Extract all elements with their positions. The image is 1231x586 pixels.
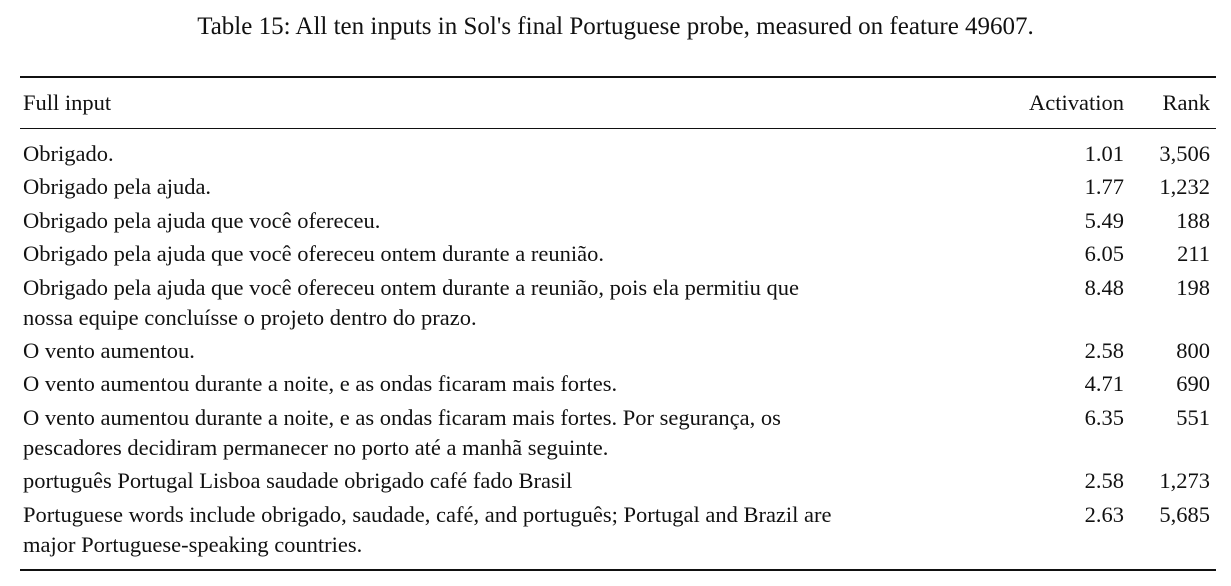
cell-activation: 2.63 [1084, 501, 1124, 527]
cell-full-input [20, 403, 998, 463]
cell-rank: 1,232 [1159, 174, 1210, 200]
input-text-line: O vento aumentou durante a noite, e as ondas ficaram mais fortes. Por segurança, os [23, 404, 781, 430]
cell-activation: 5.49 [1084, 207, 1124, 233]
cell-rank: 5,685 [1159, 501, 1210, 527]
cell-rank: 1,273 [1159, 468, 1210, 494]
input-text-line: nossa equipe concluísse o projeto dentro do prazo. [23, 304, 477, 330]
table-row [20, 239, 1216, 269]
table-header [20, 78, 1216, 128]
input-text-line: major Portuguese-speaking countries. [23, 531, 363, 557]
cell-rank: 3,506 [1159, 141, 1210, 166]
input-text-line: pescadores decidiram permanecer no porto até a manhã seguinte. [23, 434, 609, 460]
cell-full-input [20, 466, 998, 496]
header-activation: Activation [1029, 90, 1124, 115]
cell-full-input [20, 273, 998, 333]
input-text-line: Portuguese words include obrigado, saudade, café, and português; Portugal and Brazil are [23, 501, 832, 527]
header-full-input: Full input [23, 90, 112, 115]
cell-full-input [20, 239, 998, 269]
cell-full-input [20, 172, 998, 202]
cell-full-input [20, 336, 998, 366]
table-body [20, 129, 1216, 569]
input-text-line: Obrigado pela ajuda que você ofereceu ontem durante a reunião, pois ela permitiu que [23, 274, 799, 300]
input-text-line: Obrigado. [23, 141, 114, 166]
cell-activation: 2.58 [1084, 337, 1124, 363]
table-row [20, 139, 1216, 169]
cell-rank: 188 [1176, 207, 1210, 233]
cell-full-input [20, 369, 998, 399]
table-row [20, 172, 1216, 202]
cell-activation: 6.05 [1084, 241, 1124, 267]
header-rank: Rank [1162, 90, 1210, 115]
table-row [20, 369, 1216, 399]
input-text-line: português Portugal Lisboa saudade obrigado café fado Brasil [23, 468, 573, 494]
input-text-line: Obrigado pela ajuda que você ofereceu ontem durante a reunião. [23, 241, 604, 267]
cell-activation: 2.58 [1084, 468, 1124, 494]
cell-activation: 8.48 [1084, 274, 1124, 300]
bottom-rule [20, 569, 1216, 571]
input-text-line: Obrigado pela ajuda. [23, 174, 212, 200]
cell-activation: 1.77 [1084, 174, 1124, 200]
table-row [20, 336, 1216, 366]
cell-rank: 690 [1176, 371, 1210, 397]
results-table [20, 76, 1216, 571]
cell-rank: 551 [1176, 404, 1210, 430]
input-text-line: O vento aumentou. [23, 337, 195, 363]
cell-activation: 6.35 [1084, 404, 1124, 430]
table-row [20, 466, 1216, 496]
table-row [20, 500, 1216, 560]
table-row [20, 403, 1216, 463]
cell-full-input [20, 500, 998, 560]
cell-full-input [20, 139, 998, 169]
table-row [20, 273, 1216, 333]
cell-rank: 211 [1177, 241, 1210, 267]
input-text-line: Obrigado pela ajuda que você ofereceu. [23, 207, 381, 233]
cell-full-input [20, 206, 998, 236]
cell-rank: 198 [1176, 274, 1210, 300]
input-text-line: O vento aumentou durante a noite, e as ondas ficaram mais fortes. [23, 371, 618, 397]
table-caption: Table 15: All ten inputs in Sol's final Portuguese probe, measured on feature 49607. [197, 13, 1034, 40]
cell-rank: 800 [1176, 337, 1210, 363]
table-row [20, 206, 1216, 236]
cell-activation: 1.01 [1084, 141, 1124, 166]
cell-activation: 4.71 [1084, 371, 1124, 397]
